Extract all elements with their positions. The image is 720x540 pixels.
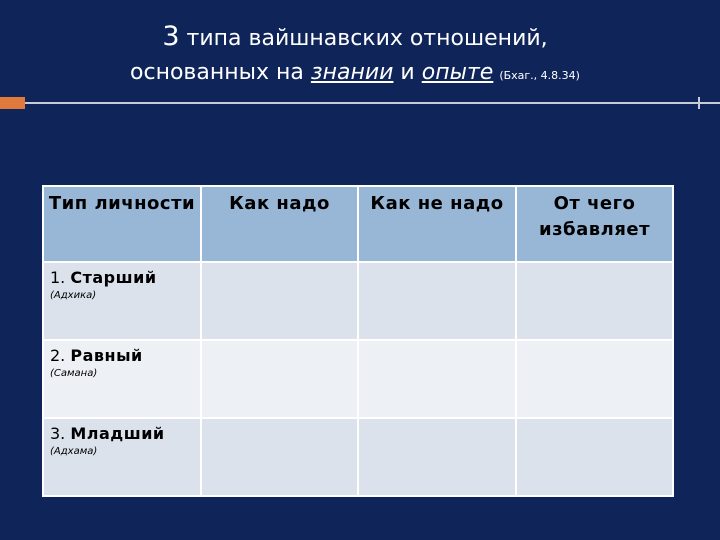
title-experience: опыте (421, 60, 494, 85)
row-label-cell (43, 418, 201, 496)
title-knowledge: знании (310, 60, 394, 85)
divider-end (698, 97, 720, 109)
title-source: (Бхаг., 4.8.34) (499, 69, 580, 82)
title-number: 3 (162, 21, 180, 52)
table-cell (516, 418, 673, 496)
table-cell (201, 418, 358, 496)
divider-line (25, 102, 720, 104)
title-and: и (393, 60, 422, 85)
row-number: 2. (50, 346, 71, 365)
row-number: 1. (50, 268, 71, 287)
row-label-cell (43, 262, 201, 340)
row-label-cell (43, 340, 201, 418)
table-row (43, 418, 673, 496)
title-line-1-text: типа вайшнавских отношений, (179, 26, 548, 51)
row-number: 3. (50, 424, 71, 443)
row-name: Старший (70, 268, 157, 287)
row-name: Младший (70, 424, 165, 443)
row-name: Равный (70, 346, 143, 365)
table-cell (358, 340, 516, 418)
table-row (43, 262, 673, 340)
table-cell (358, 418, 516, 496)
title-line-1 (30, 20, 680, 56)
table-cell (201, 340, 358, 418)
title-line-2 (30, 56, 680, 93)
table-row (43, 340, 673, 418)
header-how-not-to: Как не надо (358, 186, 516, 262)
table-cell (201, 262, 358, 340)
relations-table (42, 185, 674, 497)
header-what-it-frees-from: От чего избавляет (516, 186, 673, 262)
row-sanskrit: (Адхика) (50, 290, 97, 301)
header-personality-type: Тип личности (43, 186, 201, 262)
table-cell (358, 262, 516, 340)
table-header-row (43, 186, 673, 262)
header-how-to: Как надо (201, 186, 358, 262)
title-line-2-prefix: основанных на (130, 60, 311, 85)
row-sanskrit: (Самана) (50, 368, 98, 379)
row-sanskrit: (Адхама) (50, 446, 98, 457)
slide-title (30, 20, 680, 93)
accent-bar (0, 97, 25, 109)
table-cell (516, 262, 673, 340)
table-cell (516, 340, 673, 418)
